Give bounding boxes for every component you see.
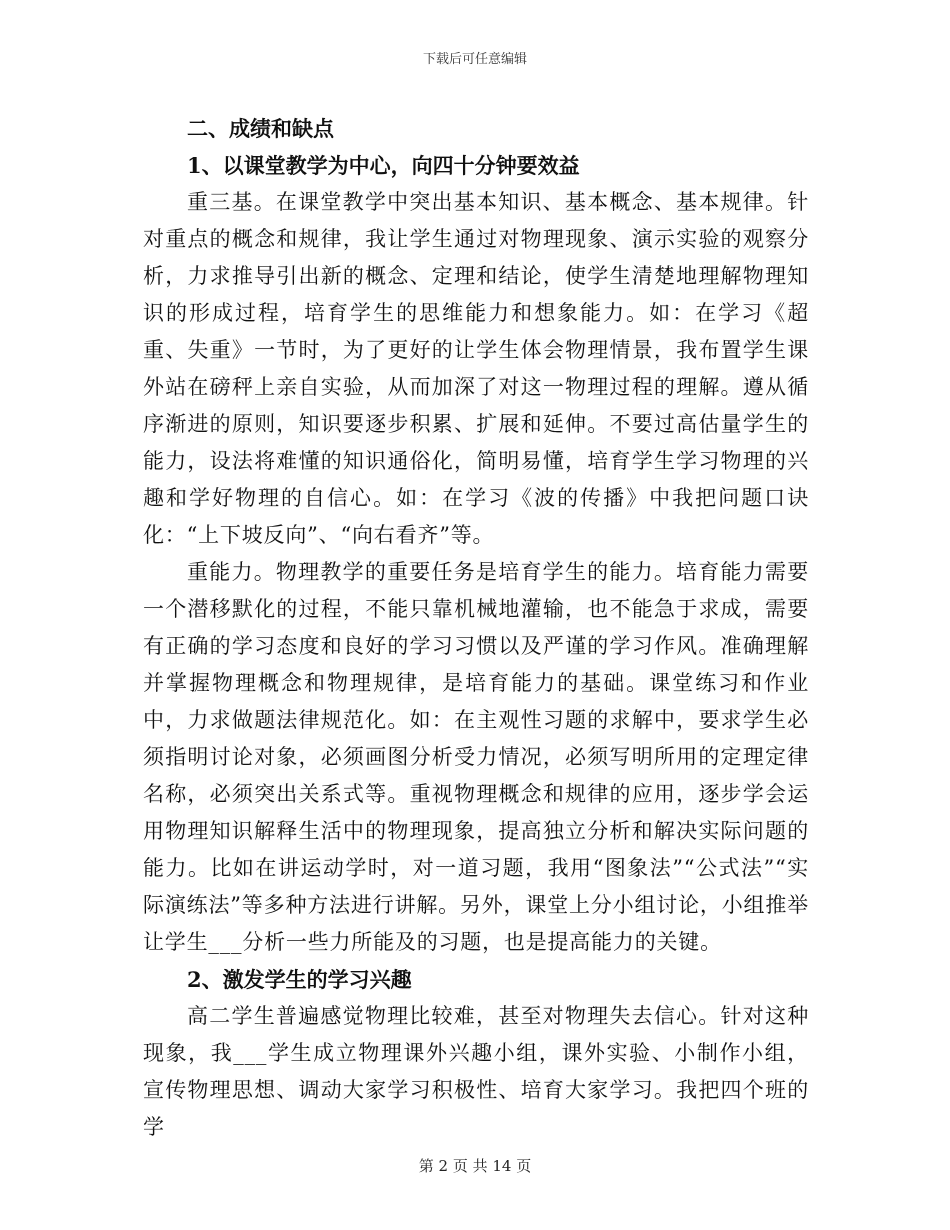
- paragraph-3: 高二学生普遍感觉物理比较难，甚至对物理失去信心。针对这种现象，我___学生成立物理课外兴趣小组，课外实验、小制作小组，宣传物理思想、调动大家学习积极性、培育大家学习。我把四个班的学: [143, 1004, 809, 1139]
- page-number: 第 2 页 共 14 页: [418, 1157, 532, 1175]
- section-title: 二、成绩和缺点: [187, 116, 334, 141]
- paragraph-2: 重能力。物理教学的重要任务是培育学生的能力。培育能力需要一个潜移默化的过程，不能只靠机械地灌输，也不能急于求成，需要有正确的学习态度和良好的学习习惯以及严谨的学习作风。准确理解并掌握物理概念和物理规律，是培育能力的基础。课堂练习和作业中，力求做题法律规范化。如：在主观性习题的求解中，要求学生必须指明讨论对象，必须画图分析受力情况，必须写明所用的定理定律名称，必须突出关系式等。重视物理概念和规律的应用，逐步学会运用物理知识解释生活中的物理现象，提高独立分析和解决实际问题的能力。比如在讲运动学时，对一道习题，我用“图象法”“公式法”“实际演练法”等多种方法进行讲解。另外，课堂上分小组讨论，小组推举让学生___分析一些力所能及的习题，也是提高能力的关键。: [143, 560, 809, 954]
- page-footer: [0, 1154, 950, 1178]
- subsection-title-2: 2、激发学生的学习兴趣: [187, 967, 412, 992]
- paragraph-1: 重三基。在课堂教学中突出基本知识、基本概念、基本规律。针对重点的概念和规律，我让学生通过对物理现象、演示实验的观察分析，力求推导引出新的概念、定理和结论，使学生清楚地理解物理知识的形成过程，培育学生的思维能力和想象能力。如：在学习《超重、失重》一节时，为了更好的让学生体会物理情景，我布置学生课外站在磅秤上亲自实验，从而加深了对这一物理过程的理解。遵从循序渐进的原则，知识要逐步积累、扩展和延伸。不要过高估量学生的能力，设法将难懂的知识通俗化，简明易懂，培育学生学习物理的兴趣和学好物理的自信心。如：在学习《波的传播》中我把问题口诀化：“上下坡反向”、“向右看齐”等。: [143, 190, 809, 547]
- edit-note: 下载后可任意编辑: [422, 52, 527, 67]
- document-body: [143, 110, 809, 1146]
- subsection-title-1: 1、以课堂教学为中心，向四十分钟要效益: [187, 153, 580, 178]
- page-header: [0, 50, 950, 70]
